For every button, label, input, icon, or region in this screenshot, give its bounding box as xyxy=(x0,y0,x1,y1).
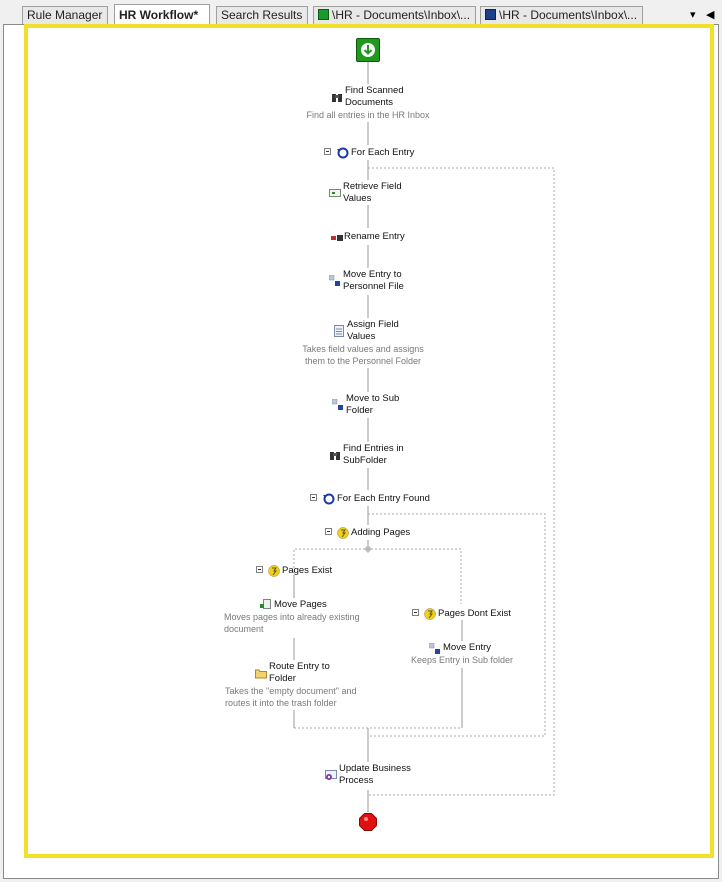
collapse-toggle[interactable] xyxy=(412,609,419,616)
activity-retrieve-field-values[interactable] xyxy=(343,181,413,205)
activity-description: Keeps Entry in Sub folder xyxy=(410,655,514,665)
tab-label: \HR - Documents\Inbox\... xyxy=(332,8,471,22)
assign-fields-icon xyxy=(333,324,345,336)
move-entry-icon xyxy=(429,642,441,654)
rename-icon xyxy=(331,231,343,243)
end-icon[interactable] xyxy=(359,813,377,831)
activity-label: Route Entry to Folder xyxy=(269,661,330,684)
tab-label: Rule Manager xyxy=(27,8,103,22)
activity-description: Moves pages into already existing document xyxy=(224,612,360,634)
activity-adding-pages[interactable] xyxy=(351,527,410,539)
collapse-toggle[interactable] xyxy=(324,148,331,155)
activity-for-each-entry[interactable] xyxy=(351,147,414,159)
activity-label: Pages Dont Exist xyxy=(438,608,511,619)
branch-pages-exist[interactable] xyxy=(282,565,332,577)
activity-label: Move Pages xyxy=(274,599,327,610)
activity-label: Assign Field Values xyxy=(347,319,399,342)
field-values-icon xyxy=(329,186,341,198)
activity-description: Takes the "empty document" and routes it into the trash folder xyxy=(225,686,357,708)
activity-route-entry-to-folder[interactable] xyxy=(269,661,339,685)
start-icon[interactable] xyxy=(356,38,380,62)
loop-icon xyxy=(337,146,349,158)
conditional-icon xyxy=(268,564,280,576)
activity-move-to-sub-folder[interactable] xyxy=(346,393,406,417)
activity-description: Takes field values and assigns them to the Personnel Folder xyxy=(302,344,424,366)
activity-label: Move Entry to Personnel File xyxy=(343,269,404,292)
activity-update-business-process[interactable] xyxy=(339,763,415,787)
activity-label: Update Business Process xyxy=(339,763,411,786)
activity-label: For Each Entry Found xyxy=(337,493,430,504)
activity-label: Move Entry xyxy=(443,642,492,653)
activity-for-each-entry-found[interactable] xyxy=(337,493,430,505)
activity-label: Pages Exist xyxy=(282,565,333,576)
activity-description: Find all entries in the HR Inbox xyxy=(306,110,430,120)
loop-icon xyxy=(323,492,335,504)
tab-label: Search Results xyxy=(221,8,303,22)
activity-label: Retrieve Field Values xyxy=(343,181,402,204)
tab-label: \HR - Documents\Inbox\... xyxy=(499,8,638,22)
activity-label: For Each Entry xyxy=(351,147,415,158)
move-entry-icon xyxy=(332,398,344,410)
activity-find-entries-in-subfolder[interactable] xyxy=(343,443,409,467)
business-process-icon xyxy=(325,768,337,780)
move-entry-icon xyxy=(329,274,341,286)
activity-move-pages[interactable] xyxy=(274,599,327,611)
binoculars-icon xyxy=(331,90,343,102)
folder-icon xyxy=(255,666,267,678)
branch-pages-dont-exist[interactable] xyxy=(438,608,511,620)
activity-label: Move to Sub Folder xyxy=(346,393,400,416)
activity-rename-entry[interactable] xyxy=(344,231,405,243)
activity-label: Find Scanned Documents xyxy=(345,85,404,108)
tab-scroll-left-icon[interactable]: ◀ xyxy=(706,9,715,21)
collapse-toggle[interactable] xyxy=(256,566,263,573)
tab-dropdown-icon[interactable]: ▾ xyxy=(690,9,696,21)
activity-label: Find Entries in SubFolder xyxy=(343,443,404,466)
collapse-toggle[interactable] xyxy=(325,528,332,535)
activity-assign-field-values[interactable] xyxy=(347,319,407,343)
tab-label: HR Workflow* xyxy=(119,8,199,22)
conditional-icon xyxy=(337,526,349,538)
conditional-icon xyxy=(424,607,436,619)
activity-find-scanned-documents[interactable] xyxy=(345,85,415,109)
activity-label: Rename Entry xyxy=(344,231,405,242)
collapse-toggle[interactable] xyxy=(310,494,317,501)
binoculars-icon xyxy=(329,448,341,460)
activity-move-entry[interactable] xyxy=(443,642,491,654)
activity-move-entry-to-personnel-file[interactable] xyxy=(343,269,413,293)
move-pages-icon xyxy=(260,598,272,610)
activity-label: Adding Pages xyxy=(351,527,411,538)
